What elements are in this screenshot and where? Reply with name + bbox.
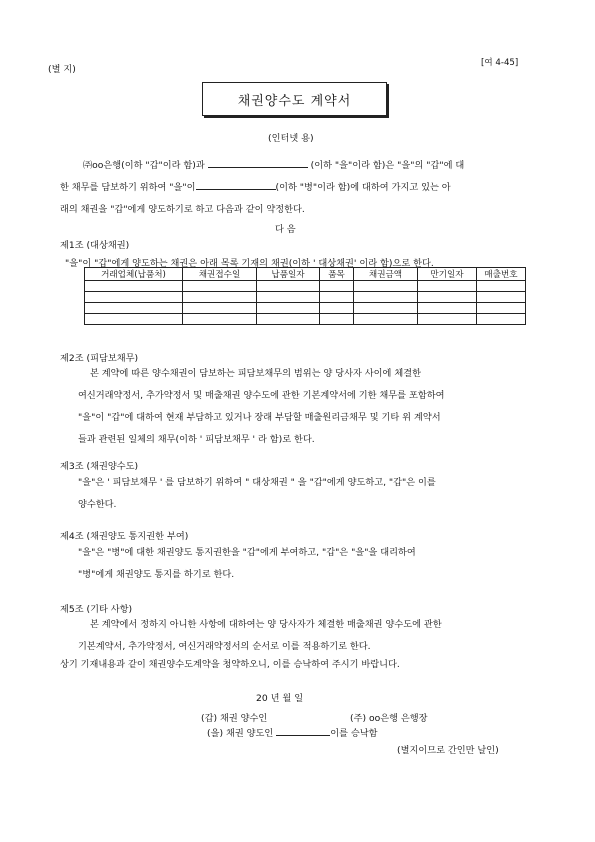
table-cell[interactable] [320, 292, 354, 303]
table-cell[interactable] [477, 314, 526, 325]
table-cell[interactable] [354, 314, 418, 325]
blank-eul-signature[interactable] [276, 735, 330, 736]
table-row [85, 292, 526, 303]
da-eum: 다 음 [275, 224, 296, 235]
art5-line: 기본계약서, 추가약정서, 여신거래약정서의 순서로 이를 적용하기로 한다. [78, 641, 371, 652]
sig-gap-name: (주) oo은행 은행장 [350, 713, 428, 724]
document-title: 채권양수도 계약서 [237, 93, 352, 109]
table-cell[interactable] [354, 292, 418, 303]
table-cell[interactable] [257, 292, 320, 303]
table-cell[interactable] [477, 303, 526, 314]
table-cell[interactable] [320, 303, 354, 314]
art2-line: 본 계약에 따른 양수채권이 담보하는 피담보채무의 범위는 양 당사자 사이에 체결한 [90, 368, 421, 379]
col-header: 납품일자 [257, 268, 320, 281]
sig-eul-label: (을) 채권 양도인 [207, 728, 274, 739]
table-cell[interactable] [320, 314, 354, 325]
col-header: 만기일자 [418, 268, 477, 281]
header-left: (별 지) [48, 64, 76, 75]
date-line: 20 년 월 일 [256, 693, 304, 704]
art1-heading: 제1조 (대상채권) [60, 240, 130, 251]
art2-heading: 제2조 (피담보채무) [60, 353, 139, 364]
intro-line-3: 래의 채권을 "갑"에게 양도하기로 하고 다음과 같이 약정한다. [60, 204, 305, 215]
art2-line: 여신거래약정서, 추가약정서 및 매출채권 양수도에 관한 기본계약서에 기한 채무를 포함하여 [78, 390, 445, 401]
table-cell[interactable] [257, 314, 320, 325]
col-header: 거래업체(납품처) [85, 268, 183, 281]
header-right: [여 4-45] [481, 58, 519, 68]
table-cell[interactable] [85, 303, 183, 314]
sig-gap-label: (갑) 채권 양수인 [201, 713, 268, 724]
table-cell[interactable] [354, 281, 418, 292]
seal-note: (별지이므로 간인만 날인) [397, 745, 499, 756]
table-cell[interactable] [477, 281, 526, 292]
table-cell[interactable] [85, 292, 183, 303]
table-cell[interactable] [418, 303, 477, 314]
table-cell[interactable] [320, 281, 354, 292]
art4-line: "병"에게 채권양도 통지를 하기로 한다. [78, 569, 235, 580]
table-row [85, 303, 526, 314]
art5-heading: 제5조 (기타 사항) [60, 604, 133, 615]
art3-line: "을"은 ' 피담보채무 ' 를 담보하기 위하여 " 대상채권 " 을 "갑"에게 양도하고, "갑"은 이를 [78, 477, 436, 488]
art3-line: 양수한다. [78, 499, 117, 510]
table-cell[interactable] [418, 314, 477, 325]
table-cell[interactable] [418, 281, 477, 292]
table-cell[interactable] [183, 314, 257, 325]
document-title-box [202, 82, 387, 116]
bond-table [84, 267, 526, 325]
art2-line: "을"이 "갑"에 대하여 현재 부담하고 있거나 장래 부담할 매출원리금채무 및 기타 위 계약서 [78, 412, 441, 423]
art4-heading: 제4조 (채권양도 통지권한 부여) [60, 531, 189, 542]
table-row [85, 281, 526, 292]
art3-heading: 제3조 (채권양수도) [60, 461, 139, 472]
table-cell[interactable] [85, 281, 183, 292]
sig-eul-row [207, 725, 377, 739]
blank-eul[interactable] [208, 167, 308, 168]
table-header-row [85, 268, 526, 281]
art4-line: "을"은 "병"에 대한 채권양도 통지권한을 "갑"에게 부여하고, "갑"은 "을"을 대리하여 [78, 547, 416, 558]
subtitle: (인터넷 용) [268, 133, 314, 144]
art1-body: "을"이 "갑"에게 양도하는 채권은 아래 목록 기재의 채권(이하 ' 대상채권' 이라 함)으로 한다. [65, 258, 434, 269]
closing-sentence: 상기 기재내용과 같이 채권양수도계약을 청약하오니, 이를 승낙하여 주시기 바랍니다. [60, 659, 400, 670]
col-header: 채권접수일 [183, 268, 257, 281]
intro-line-1: ㈜oo은행(이하 "갑"이라 함)과 (이하 "을"이라 함)은 "을"의 "갑"에 대 [83, 160, 465, 171]
table-cell[interactable] [85, 314, 183, 325]
art2-line: 들과 관련된 일체의 채무(이하 ' 피담보채무 ' 라 함)로 한다. [78, 434, 315, 445]
col-header: 품목 [320, 268, 354, 281]
col-header: 채권금액 [354, 268, 418, 281]
table-cell[interactable] [418, 292, 477, 303]
table-row [85, 314, 526, 325]
art5-line: 본 계약에서 정하지 아니한 사항에 대하여는 양 당사자가 체결한 매출채권 양수도에 관한 [90, 619, 442, 630]
intro-line-2: 한 채무를 담보하기 위하여 "을"이 (이하 "병"이라 함)에 대하여 가지고 있는 아 [60, 182, 451, 193]
table-cell[interactable] [183, 303, 257, 314]
table-cell[interactable] [257, 303, 320, 314]
table-cell[interactable] [257, 281, 320, 292]
table-cell[interactable] [183, 292, 257, 303]
table-cell[interactable] [354, 303, 418, 314]
table-cell[interactable] [183, 281, 257, 292]
col-header: 매출번호 [477, 268, 526, 281]
sig-eul-suffix: 이를 승낙함 [330, 728, 378, 739]
blank-byeong[interactable] [196, 189, 276, 190]
table-cell[interactable] [477, 292, 526, 303]
